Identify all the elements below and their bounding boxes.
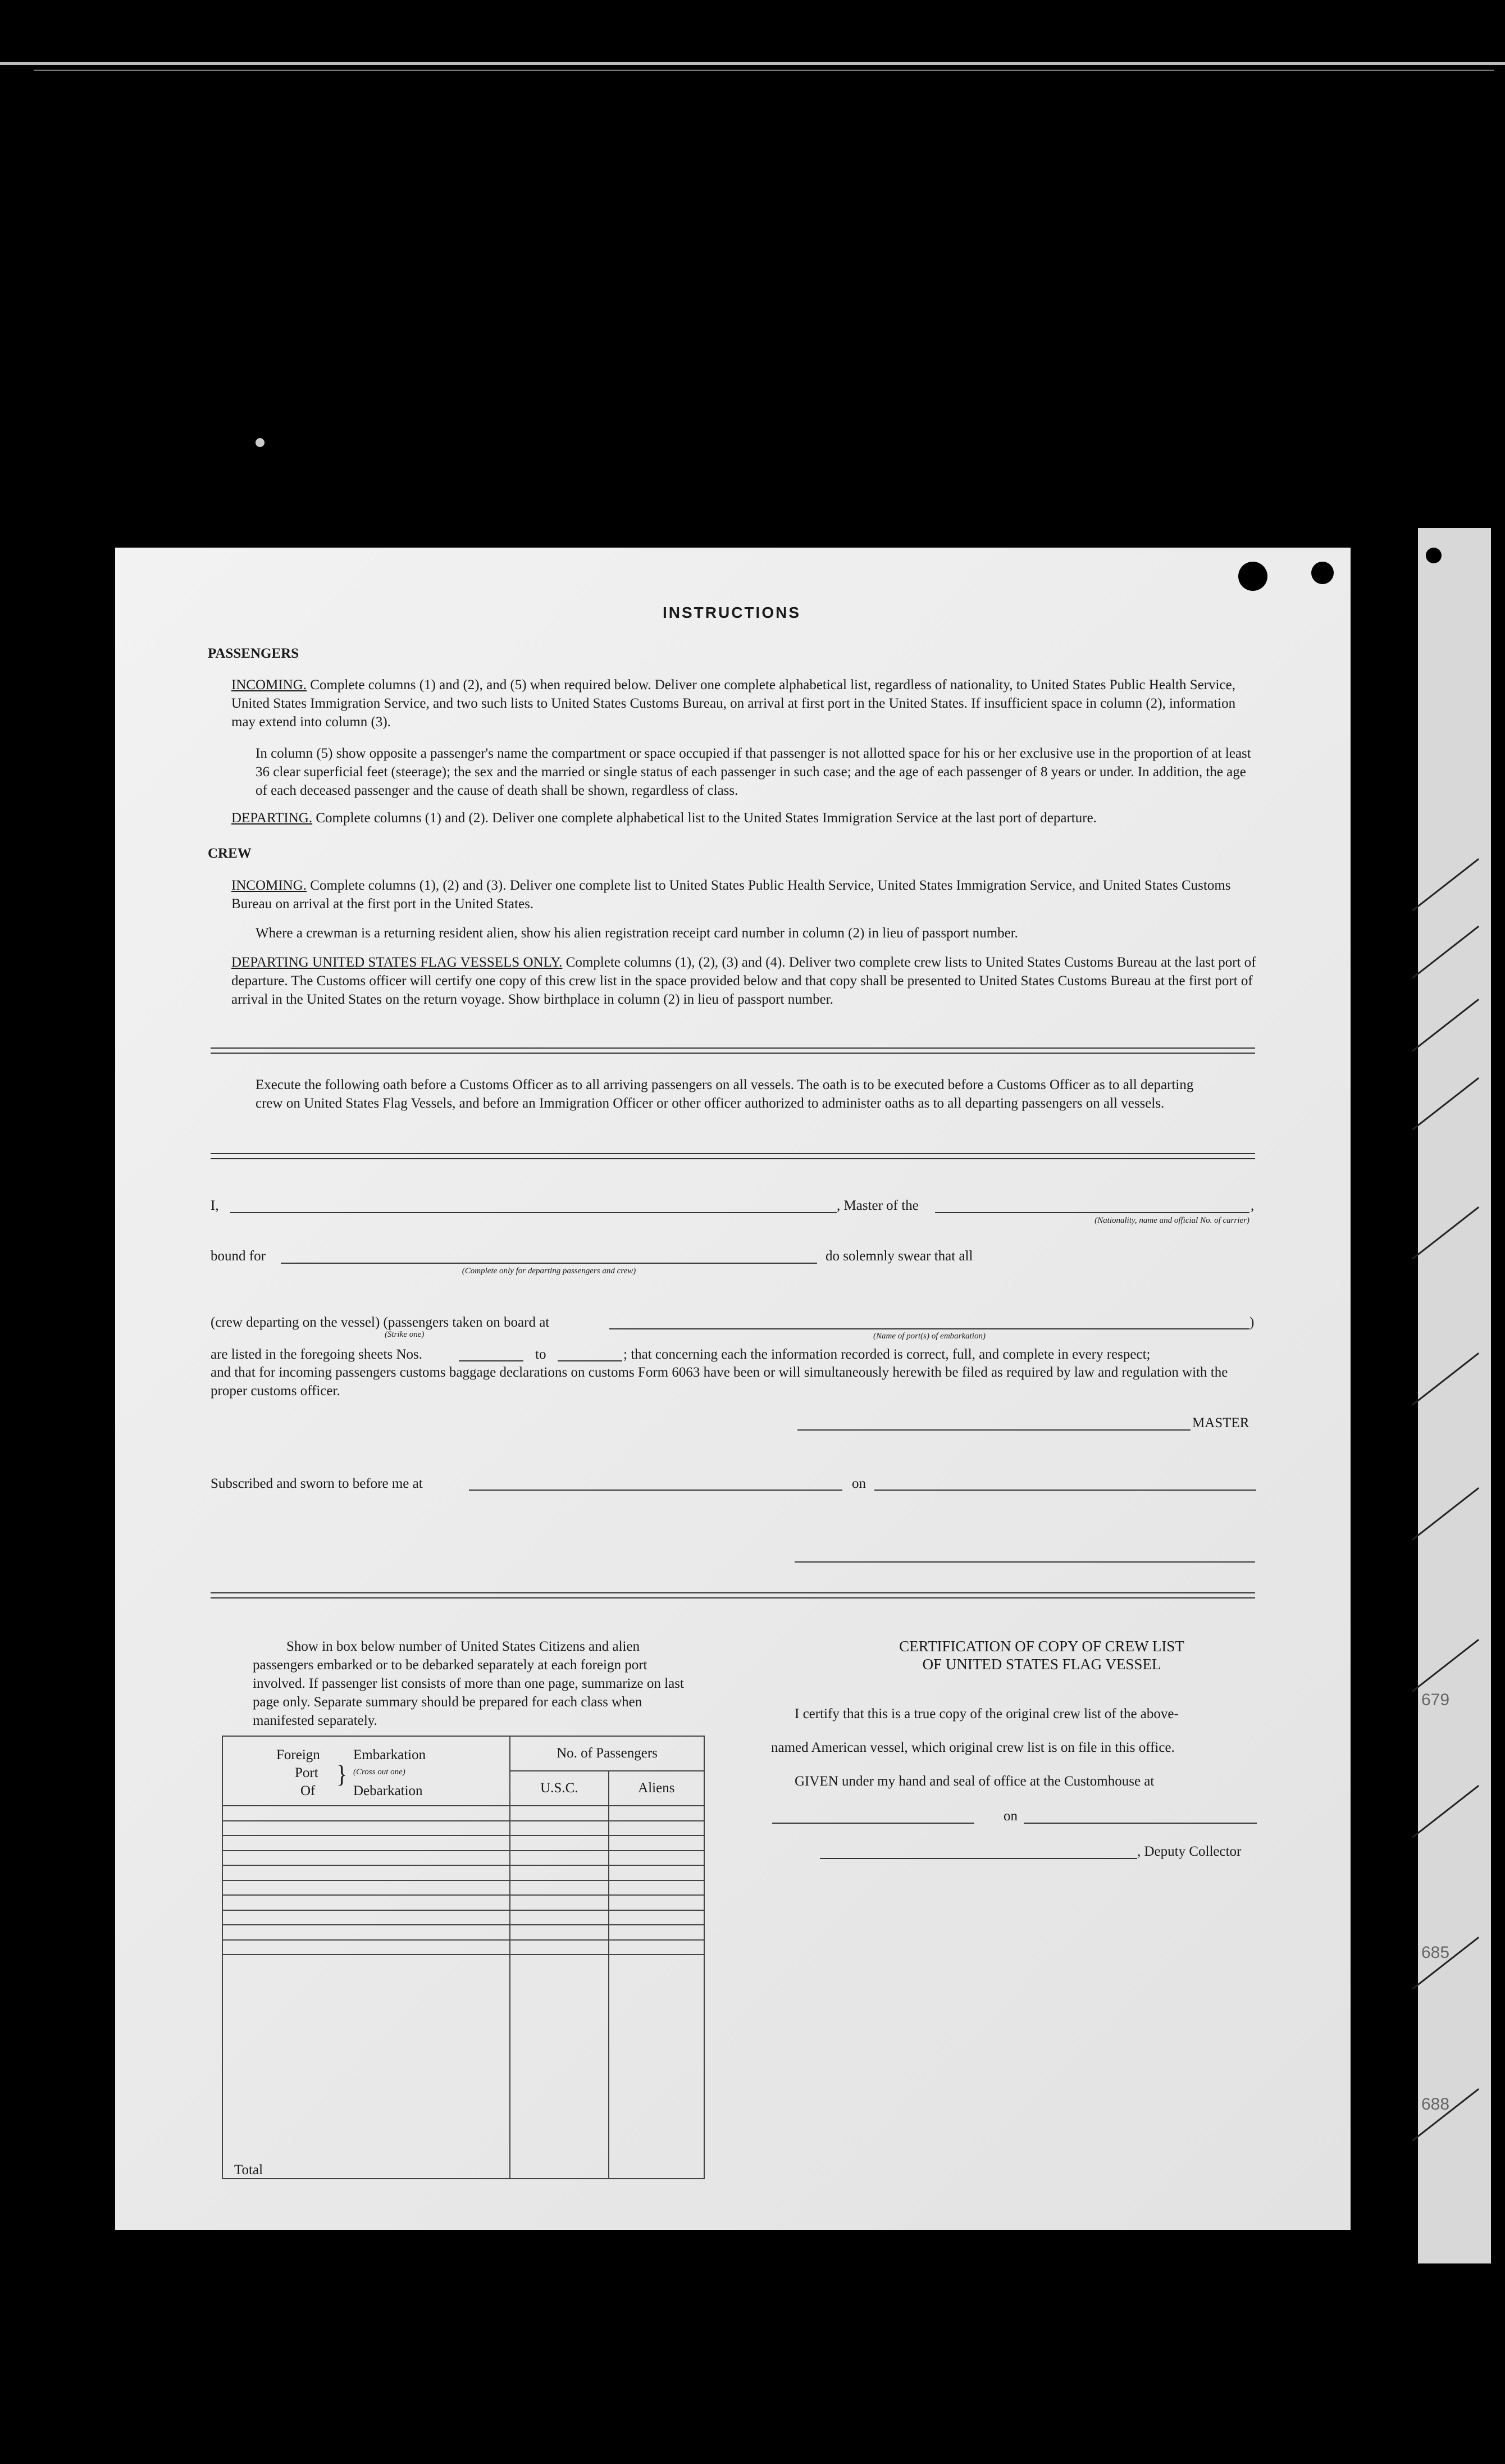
- film-edge-line: [0, 62, 1505, 65]
- embarkation-label: Embarkation: [353, 1747, 426, 1762]
- passengers-heading: PASSENGERS: [208, 646, 299, 661]
- crew-incoming-paragraph: [231, 876, 1259, 913]
- usc-header: U.S.C.: [510, 1771, 609, 1806]
- crew-heading: CREW: [208, 846, 252, 861]
- summary-row[interactable]: [222, 1821, 704, 1836]
- solemnly-swear-label: do solemnly swear that all: [826, 1249, 973, 1264]
- oath-i-label: I,: [211, 1198, 219, 1213]
- bound-for-label: bound for: [211, 1249, 266, 1264]
- bound-for-field[interactable]: [281, 1263, 817, 1264]
- crew-flag-label: DEPARTING UNITED STATES FLAG VESSELS ONLY.: [231, 955, 563, 970]
- summary-row[interactable]: [222, 1836, 704, 1851]
- cross-out-caption: (Cross out one): [353, 1767, 405, 1777]
- strip-tally-mark: [1412, 1639, 1479, 1692]
- film-edge-line-thin: [34, 70, 1494, 71]
- certification-line-1: I certify that this is a true copy of the original crew list of the above-: [795, 1706, 1179, 1721]
- crew-flag-paragraph: [231, 953, 1259, 1009]
- officer-signature-field[interactable]: [795, 1561, 1255, 1563]
- sheets-label: are listed in the foregoing sheets Nos.: [211, 1347, 422, 1362]
- sworn-place-field[interactable]: [469, 1490, 842, 1491]
- summary-row[interactable]: [222, 1806, 704, 1821]
- sheet-to-field[interactable]: [558, 1360, 622, 1361]
- certification-title-2: OF UNITED STATES FLAG VESSEL: [922, 1656, 1161, 1673]
- summary-row[interactable]: [222, 1851, 704, 1866]
- bound-for-caption: (Complete only for departing passengers and crew): [462, 1267, 636, 1276]
- sworn-on-label: on: [852, 1476, 866, 1491]
- sworn-date-field[interactable]: [874, 1490, 1256, 1491]
- carrier-field[interactable]: [935, 1212, 1249, 1213]
- deputy-collector-label: , Deputy Collector: [1137, 1844, 1242, 1859]
- strip-tally-mark: [1412, 858, 1479, 912]
- certification-line-3: GIVEN under my hand and seal of office at the Customhouse at: [795, 1774, 1155, 1789]
- strip-number: 688: [1421, 2095, 1450, 2114]
- certification-title-1: CERTIFICATION OF COPY OF CREW LIST: [899, 1638, 1184, 1655]
- baggage-declaration-text: and that for incoming passengers customs baggage declarations on customs Form 6063 have been or will simultaneously herewith be filed as required by law and regulation with the proper customs officer.: [211, 1365, 1228, 1399]
- nationality-caption: (Nationality, name and official No. of carrier): [1094, 1216, 1249, 1225]
- summary-row[interactable]: [222, 1880, 704, 1896]
- master-of-the-label: , Master of the: [837, 1198, 919, 1213]
- subscribed-label: Subscribed and sworn to before me at: [211, 1476, 423, 1491]
- port-header-cell: [222, 1736, 510, 1806]
- master-label: MASTER: [1192, 1415, 1249, 1431]
- summary-row[interactable]: [222, 1925, 704, 1940]
- crew-resident-paragraph: Where a crewman is a returning resident alien, show his alien registration receipt card number in column (2) in lieu of passport number.: [256, 926, 1018, 941]
- passengers-departing-label: DEPARTING.: [231, 810, 313, 826]
- strip-tally-mark: [1412, 1077, 1479, 1131]
- strip-tally-mark: [1412, 1785, 1479, 1838]
- close-paren: ): [1249, 1315, 1255, 1330]
- punch-hole: [1311, 562, 1334, 584]
- foreign-label: Foreign: [276, 1747, 320, 1762]
- column5-paragraph: In column (5) show opposite a passenger's name the compartment or space occupied if that passenger is not allotted space for his or her exclusive use in the proportion of at least 36 clear superficial feet (steerage); the sex and the married or single status of each passenger in such case; and the age of each passenger of 8 years or under. In addition, the age of each deceased passenger and the cause of death shall be shown, regardless of class.: [256, 746, 1251, 798]
- form-page: INSTRUCTIONS PASSENGERS INCOMING. Complete columns (1) and (2), and (5) when required below. Deliver one complete alphabetical list, regardless of nationality, to United States Public Health Service, United States Immigration Service, and two such lists to United States Customs Bureau, on arrival at first port in the United States. If insufficient space in column (2), information may extend into column (3). In column (5) show opposite a passenger's name the compartment or space occupied if that passenger is not allotted space for his or her exclusive use in the proportion of at least 36 clear superficial feet (steerage); the sex and the married or single status of each passenger in such case; and the age of each passenger of 8 years or under. In addition, the age of each deceased passenger and the cause of death shall be shown, regardless of class. DEPARTING. Complete columns (1) and (2). Deliver one complete alphabetical list to the United States Immigration Service at the last port of departure. CREW INCOMING. Complete columns (1), (2) and (3). Deliver one complete list to United States Public Health Service, United States Immigration Service, and United States Customs Bureau on arrival at the first port in the United States. Where a crewman is a returning resident alien, show his alien registration receipt card number in column (2) in lieu of passport number. DEPARTING UNITED STATES FLAG VESSELS ONLY. Complete columns (1), (2), (3) and (4). Deliver two complete crew lists to United States Customs Bureau at the last port of departure. The Customs officer will certify one copy of this crew list in the space provided below and that copy shall be presented to United States Customs Bureau at the first port of arrival in the United States on the return voyage. Show birthplace in column (2) in lieu of passport number. Execute the following oath before a Customs Officer as to all arriving passengers on all vessels. The oath is to be executed before a Customs Officer as to all departing crew on United States Flag Vessels, and before an Immigration Officer or other officer authorized to administer oaths as to all departing passengers on all vessels. I, , Master of the , (Nationality, name and official No. of carrier) bound for (Complete only for departing passengers and crew) do solemnly swear that all (crew departing on the vessel) (passengers taken on board at (Strike one) (Name of port(s) of embarkation) ) are listed in the foregoing sheets Nos. to ; that concerning each the information recorded is correct, full, and complete in every respect; and that for incoming passengers customs baggage declarations on customs Form 6063 have been or will simultaneously herewith be filed as required by law and regulation with the proper customs officer. MASTER Subscribed and sworn to before me at on Show in box below number of United States Citizens and alien passengers embarked or to be debarked separately at each foreign port involved. If passenger list consists of more than one page, summarize on last page only. Separate summary should be prepared for each class when manifested separately. Foreign Port Of } Embarkation (Cross out one) Debarkation No. of Passengers U.S.C. Aliens Total CERTIFICATION OF COPY OF CREW LIST OF UNITED STATES FLAG VESSEL I certify that this is a true copy of the original crew list of the above- named American vessel, which original crew list is on file in this office. GIVEN under my hand and seal of office at the Customhouse at on , Deputy Collector: [115, 548, 1351, 2230]
- oath-instructions: Execute the following oath before a Customs Officer as to all arriving passengers on all vessels. The oath is to be executed before a Customs Officer as to all departing crew on United States Flag Vessels, and before an Immigration Officer or other officer authorized to administer oaths as to all departing passengers on all vessels.: [256, 1077, 1194, 1111]
- sheet-to-label: to: [535, 1347, 546, 1362]
- crew-incoming-label: INCOMING.: [231, 878, 307, 893]
- strip-number: 679: [1421, 1691, 1450, 1709]
- certification-on-label: on: [1004, 1809, 1018, 1824]
- punch-hole: [1426, 548, 1442, 563]
- summary-row[interactable]: [222, 1940, 704, 1955]
- certification-line-2: named American vessel, which original crew list is on file in this office.: [771, 1740, 1175, 1755]
- strip-tally-mark: [1412, 999, 1479, 1052]
- ports-caption: (Name of port(s) of embarkation): [873, 1332, 986, 1341]
- strip-tally-mark: [1412, 1352, 1479, 1406]
- crew-departing-label: (crew departing on the vessel) (passengers taken on board at: [211, 1315, 550, 1330]
- port-label: Port: [295, 1765, 318, 1780]
- aliens-header: Aliens: [609, 1771, 704, 1806]
- summary-row[interactable]: [222, 1895, 704, 1910]
- punch-hole: [1238, 562, 1267, 591]
- certification-date-field[interactable]: [1024, 1823, 1257, 1824]
- crew-incoming-text: Complete columns (1), (2) and (3). Deliver one complete list to United States Public Health Service, United States Immigration Service, and United States Customs Bureau on arrival at the first port in the United States.: [231, 878, 1231, 912]
- passengers-incoming-text: Complete columns (1) and (2), and (5) when required below. Deliver one complete alphabetical list, regardless of nationality, to United States Public Health Service, United States Immigration Service, and two such lists to United States Customs Bureau, on arrival at first port in the United States. If insufficient space in column (2), information may extend into column (3).: [231, 677, 1236, 730]
- brace-icon: }: [336, 1760, 348, 1788]
- passengers-incoming-label: INCOMING.: [231, 677, 307, 693]
- master-signature-field[interactable]: [797, 1429, 1191, 1431]
- crew-flag-text: Complete columns (1), (2), (3) and (4). Deliver two complete crew lists to United States Customs Bureau at the last port of departure. The Customs officer will certify one copy of this crew list in the space provided below and that copy shall be presented to United States Customs Bureau at the first port of arrival in the United States on the return voyage. Show birthplace in column (2) in lieu of passport number.: [231, 955, 1256, 1007]
- port-of-embarkation-field[interactable]: [609, 1328, 1249, 1329]
- adjacent-page-strip: [1418, 528, 1491, 2263]
- passengers-incoming-paragraph: [231, 676, 1259, 731]
- passengers-departing-text: Complete columns (1) and (2). Deliver one complete alphabetical list to the United States Immigration Service at the last port of departure.: [316, 810, 1097, 826]
- strike-one-caption: (Strike one): [385, 1330, 425, 1339]
- strip-tally-mark: [1412, 926, 1479, 979]
- film-speck: [256, 438, 264, 447]
- total-label: Total: [222, 1955, 510, 2179]
- passengers-departing-paragraph: [231, 809, 1259, 827]
- summary-row[interactable]: [222, 1910, 704, 1925]
- strip-number: 685: [1421, 1943, 1450, 1962]
- summary-instructions: Show in box below number of United States Citizens and alien passengers embarked or to be debarked separately at each foreign port involved. If passenger list consists of more than one page, summarize on last page only. Separate summary should be prepared for each class when manifested separately.: [253, 1639, 684, 1728]
- passenger-summary-table: [222, 1736, 705, 2179]
- strip-tally-mark: [1412, 1487, 1479, 1541]
- no-passengers-header: No. of Passengers: [510, 1736, 704, 1771]
- sheets-rest-text: ; that concerning each the information recorded is correct, full, and complete in every respect;: [623, 1347, 1151, 1362]
- double-rule: [211, 1592, 1255, 1598]
- deputy-signature-field[interactable]: [820, 1858, 1137, 1859]
- double-rule: [211, 1153, 1255, 1159]
- debarkation-label: Debarkation: [353, 1783, 423, 1798]
- instructions-title: INSTRUCTIONS: [663, 604, 801, 621]
- of-label: Of: [300, 1783, 316, 1798]
- summary-row[interactable]: [222, 1865, 704, 1880]
- master-name-field[interactable]: [230, 1212, 837, 1213]
- strip-tally-mark: [1412, 1206, 1479, 1260]
- sheet-from-field[interactable]: [459, 1360, 523, 1361]
- customhouse-place-field[interactable]: [772, 1823, 974, 1824]
- double-rule: [211, 1047, 1255, 1054]
- summary-total-row[interactable]: [222, 1955, 704, 2179]
